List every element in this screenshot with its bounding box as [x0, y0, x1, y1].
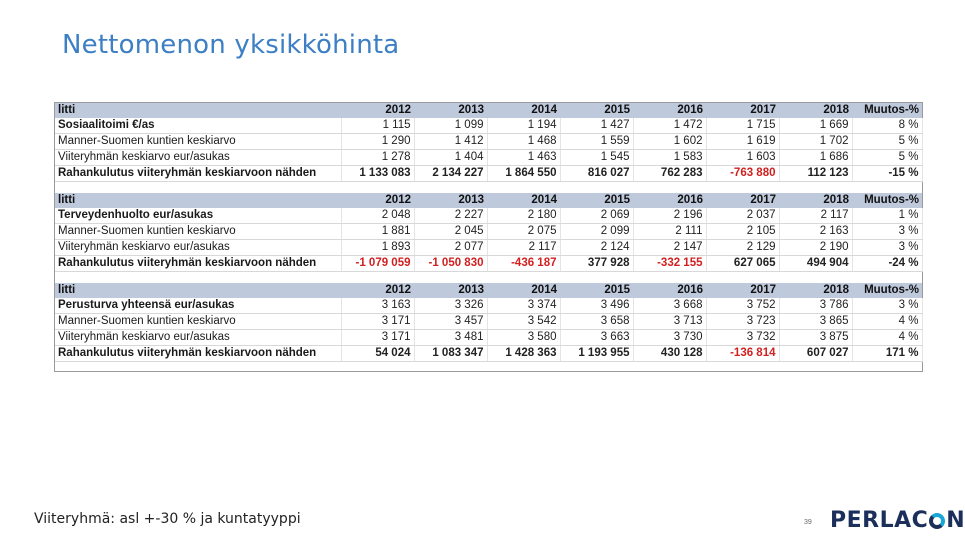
- header-year-cell: Muutos-%: [852, 193, 922, 208]
- value-cell: 5 %: [852, 134, 922, 150]
- header-year-cell: 2017: [706, 283, 779, 298]
- value-cell: 3 171: [341, 330, 414, 346]
- row-label-cell: Rahankulutus viiteryhmän keskiarvoon nähden: [55, 346, 341, 362]
- row-label-cell: Manner-Suomen kuntien keskiarvo: [55, 224, 341, 240]
- value-cell: 2 190: [779, 240, 852, 256]
- cost-table-3: [55, 283, 923, 362]
- table-header-row: [55, 103, 922, 118]
- value-cell: 3 374: [487, 298, 560, 314]
- header-year-cell: 2014: [487, 193, 560, 208]
- row-label-cell: Terveydenhuolto eur/asukas: [55, 208, 341, 224]
- value-cell: 1 463: [487, 150, 560, 166]
- table-row: [55, 256, 922, 272]
- value-cell: 3 668: [633, 298, 706, 314]
- value-cell: 3 786: [779, 298, 852, 314]
- logo-text-end: N: [946, 508, 965, 533]
- value-cell: 1 583: [633, 150, 706, 166]
- header-year-cell: Muutos-%: [852, 103, 922, 118]
- value-cell: 2 163: [779, 224, 852, 240]
- value-cell: 3 496: [560, 298, 633, 314]
- value-cell: 1 404: [414, 150, 487, 166]
- table-header-row: [55, 193, 922, 208]
- header-year-cell: 2012: [341, 193, 414, 208]
- value-cell: 1 428 363: [487, 346, 560, 362]
- header-year-cell: 2013: [414, 103, 487, 118]
- value-cell: 3 875: [779, 330, 852, 346]
- value-cell: 3 730: [633, 330, 706, 346]
- value-cell: 2 069: [560, 208, 633, 224]
- cost-table-1: [55, 103, 923, 182]
- value-cell: 2 075: [487, 224, 560, 240]
- table-gap: [55, 182, 922, 193]
- header-year-cell: 2015: [560, 103, 633, 118]
- row-label-cell: Viiteryhmän keskiarvo eur/asukas: [55, 150, 341, 166]
- value-cell: 1 603: [706, 150, 779, 166]
- table-row: [55, 166, 922, 182]
- value-cell: 2 134 227: [414, 166, 487, 182]
- value-cell: 1 412: [414, 134, 487, 150]
- row-label-cell: Manner-Suomen kuntien keskiarvo: [55, 134, 341, 150]
- value-cell: -763 880: [706, 166, 779, 182]
- value-cell: 1 893: [341, 240, 414, 256]
- value-cell: 1 115: [341, 118, 414, 134]
- value-cell: 762 283: [633, 166, 706, 182]
- value-cell: 816 027: [560, 166, 633, 182]
- value-cell: 2 196: [633, 208, 706, 224]
- value-cell: 3 713: [633, 314, 706, 330]
- table-row: [55, 298, 922, 314]
- value-cell: -332 155: [633, 256, 706, 272]
- table-row: [55, 346, 922, 362]
- value-cell: 3 658: [560, 314, 633, 330]
- value-cell: -1 050 830: [414, 256, 487, 272]
- footer-note: Viiteryhmä: asl +-30 % ja kuntatyyppi: [34, 511, 301, 527]
- value-cell: 1 468: [487, 134, 560, 150]
- value-cell: 3 865: [779, 314, 852, 330]
- value-cell: 1 290: [341, 134, 414, 150]
- row-label-cell: Manner-Suomen kuntien keskiarvo: [55, 314, 341, 330]
- value-cell: 3 457: [414, 314, 487, 330]
- row-label-cell: Rahankulutus viiteryhmän keskiarvoon nähden: [55, 256, 341, 272]
- value-cell: 430 128: [633, 346, 706, 362]
- value-cell: 1 194: [487, 118, 560, 134]
- value-cell: 377 928: [560, 256, 633, 272]
- value-cell: 3 542: [487, 314, 560, 330]
- value-cell: 1 099: [414, 118, 487, 134]
- value-cell: 2 147: [633, 240, 706, 256]
- row-label-cell: Rahankulutus viiteryhmän keskiarvoon nähden: [55, 166, 341, 182]
- value-cell: 3 723: [706, 314, 779, 330]
- header-year-cell: 2014: [487, 103, 560, 118]
- header-year-cell: 2016: [633, 283, 706, 298]
- header-year-cell: 2012: [341, 283, 414, 298]
- value-cell: 2 129: [706, 240, 779, 256]
- value-cell: 2 099: [560, 224, 633, 240]
- value-cell: 1 545: [560, 150, 633, 166]
- cost-table-2: [55, 193, 923, 272]
- value-cell: 2 117: [487, 240, 560, 256]
- value-cell: 1 083 347: [414, 346, 487, 362]
- row-label-cell: Viiteryhmän keskiarvo eur/asukas: [55, 330, 341, 346]
- table-row: [55, 240, 922, 256]
- value-cell: 2 105: [706, 224, 779, 240]
- value-cell: 2 124: [560, 240, 633, 256]
- table-row: [55, 330, 922, 346]
- value-cell: 3 580: [487, 330, 560, 346]
- cost-tables: [54, 102, 923, 372]
- value-cell: 3 %: [852, 298, 922, 314]
- value-cell: -24 %: [852, 256, 922, 272]
- value-cell: 1 472: [633, 118, 706, 134]
- header-year-cell: 2016: [633, 193, 706, 208]
- value-cell: 3 326: [414, 298, 487, 314]
- value-cell: 3 752: [706, 298, 779, 314]
- header-year-cell: 2017: [706, 193, 779, 208]
- value-cell: 1 278: [341, 150, 414, 166]
- value-cell: 4 %: [852, 330, 922, 346]
- value-cell: 494 904: [779, 256, 852, 272]
- perlacon-logo: [830, 508, 965, 533]
- table-gap: [55, 272, 922, 283]
- table-row: [55, 208, 922, 224]
- value-cell: 1 686: [779, 150, 852, 166]
- table-row: [55, 314, 922, 330]
- value-cell: 112 123: [779, 166, 852, 182]
- value-cell: 1 715: [706, 118, 779, 134]
- value-cell: 2 227: [414, 208, 487, 224]
- row-label-cell: Perusturva yhteensä eur/asukas: [55, 298, 341, 314]
- header-year-cell: 2012: [341, 103, 414, 118]
- value-cell: 1 702: [779, 134, 852, 150]
- value-cell: 54 024: [341, 346, 414, 362]
- table-row: [55, 134, 922, 150]
- value-cell: 3 171: [341, 314, 414, 330]
- value-cell: 2 077: [414, 240, 487, 256]
- header-year-cell: 2016: [633, 103, 706, 118]
- page-title: Nettomenon yksikköhinta: [62, 30, 400, 60]
- value-cell: 607 027: [779, 346, 852, 362]
- value-cell: 2 048: [341, 208, 414, 224]
- value-cell: 2 037: [706, 208, 779, 224]
- logo-text-start: PERLAC: [830, 508, 929, 533]
- value-cell: 1 669: [779, 118, 852, 134]
- value-cell: 3 163: [341, 298, 414, 314]
- value-cell: 3 663: [560, 330, 633, 346]
- value-cell: 1 133 083: [341, 166, 414, 182]
- logo-o-icon: [929, 513, 945, 529]
- value-cell: 1 559: [560, 134, 633, 150]
- table-row: [55, 118, 922, 134]
- header-label-cell: litti: [55, 283, 341, 298]
- table-row: [55, 224, 922, 240]
- value-cell: 2 117: [779, 208, 852, 224]
- table-row: [55, 150, 922, 166]
- header-label-cell: litti: [55, 193, 341, 208]
- value-cell: 3 %: [852, 224, 922, 240]
- value-cell: 3 %: [852, 240, 922, 256]
- value-cell: 627 065: [706, 256, 779, 272]
- value-cell: 5 %: [852, 150, 922, 166]
- value-cell: 171 %: [852, 346, 922, 362]
- value-cell: -1 079 059: [341, 256, 414, 272]
- value-cell: 1 602: [633, 134, 706, 150]
- value-cell: -136 814: [706, 346, 779, 362]
- header-year-cell: 2018: [779, 103, 852, 118]
- value-cell: 2 180: [487, 208, 560, 224]
- header-year-cell: 2013: [414, 283, 487, 298]
- header-year-cell: 2015: [560, 193, 633, 208]
- value-cell: 4 %: [852, 314, 922, 330]
- row-label-cell: Sosiaalitoimi €/as: [55, 118, 341, 134]
- value-cell: 1 193 955: [560, 346, 633, 362]
- value-cell: 1 619: [706, 134, 779, 150]
- value-cell: 1 427: [560, 118, 633, 134]
- value-cell: 1 %: [852, 208, 922, 224]
- value-cell: 8 %: [852, 118, 922, 134]
- header-label-cell: litti: [55, 103, 341, 118]
- value-cell: -436 187: [487, 256, 560, 272]
- row-label-cell: Viiteryhmän keskiarvo eur/asukas: [55, 240, 341, 256]
- header-year-cell: 2015: [560, 283, 633, 298]
- value-cell: -15 %: [852, 166, 922, 182]
- value-cell: 1 881: [341, 224, 414, 240]
- value-cell: 3 732: [706, 330, 779, 346]
- header-year-cell: Muutos-%: [852, 283, 922, 298]
- header-year-cell: 2018: [779, 193, 852, 208]
- header-year-cell: 2014: [487, 283, 560, 298]
- table-header-row: [55, 283, 922, 298]
- value-cell: 2 111: [633, 224, 706, 240]
- header-year-cell: 2017: [706, 103, 779, 118]
- page-number: 39: [804, 519, 812, 526]
- value-cell: 1 864 550: [487, 166, 560, 182]
- value-cell: 2 045: [414, 224, 487, 240]
- header-year-cell: 2013: [414, 193, 487, 208]
- header-year-cell: 2018: [779, 283, 852, 298]
- value-cell: 3 481: [414, 330, 487, 346]
